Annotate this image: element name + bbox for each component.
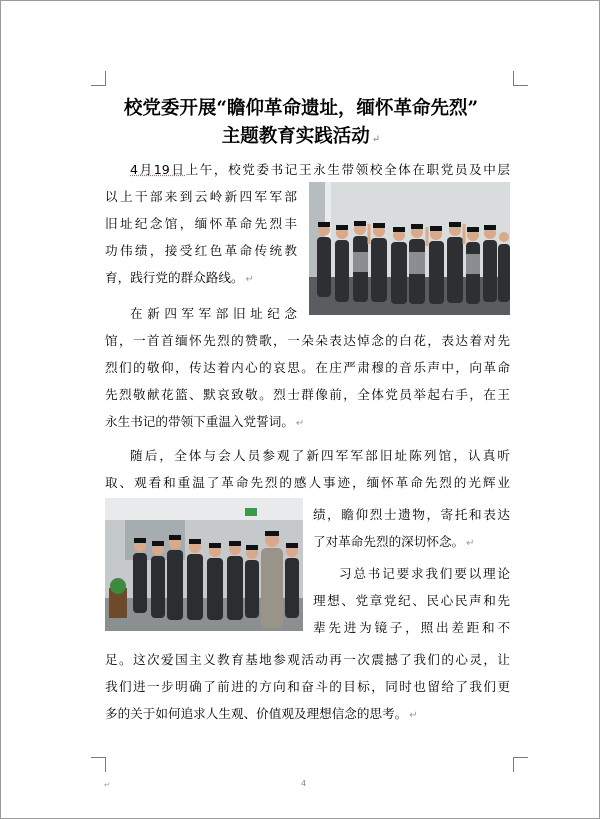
paragraph-4-line-5: 我们进一步明确了前进的方向和奋斗的目标，同时也留给了我们更 — [105, 679, 510, 694]
paragraph-mark: ↵ — [371, 134, 381, 145]
footer-paragraph-mark: ↵ — [104, 781, 110, 789]
paragraph-3-line-1: 随后，全体与会人员参观了新四军军部旧址陈列馆，认真听 — [130, 448, 510, 463]
paragraph-2-line-4: 先烈敬献花篮、默哀致敬。烈士群像前，全体党员举起右手，在王 — [105, 387, 510, 402]
paragraph-4-line-2: 理想、党章党纪、民心民声和先 — [313, 593, 510, 608]
photo-oath-ceremony — [309, 182, 510, 315]
photo-exhibition-hall-image — [105, 498, 303, 631]
document-title-line-2: 主题教育实践活动 ↵ — [221, 126, 381, 147]
paragraph-3-line-4: 了对革命先烈的深切怀念。 ↵ — [313, 534, 475, 549]
paragraph-1-line-5: 育，践行党的群众路线。 ↵ — [105, 270, 254, 285]
margin-corner-bottom-right — [513, 757, 528, 772]
paragraph-1-line-4: 功伟绩，接受红色革命传统教 — [105, 243, 297, 258]
paragraph-4-line-3: 辈先进为镜子，照出差距和不 — [313, 620, 510, 635]
paragraph-2-line-3: 烈们的敬仰，传达着内心的哀思。在庄严肃穆的音乐声中，向革命 — [105, 360, 510, 375]
margin-corner-top-right — [513, 71, 528, 86]
paragraph-4-line-1: 习总书记要求我们要以理论 — [339, 566, 510, 581]
page-number: 4 — [301, 779, 307, 788]
date-text: 4月19日 — [130, 162, 186, 177]
paragraph-2-line-5: 永生书记的带领下重温入党誓词。 ↵ — [105, 414, 305, 429]
photo-oath-ceremony-image — [309, 182, 510, 315]
paragraph-2-line-1: 在新四军军部旧址纪念 — [130, 306, 297, 321]
paragraph-4-line-6: 多的关于如何追求人生观、价值观及理想信念的思考。 ↵ — [105, 706, 418, 721]
paragraph-3-line-2: 取、观看和重温了革命先烈的感人事迹，缅怀革命先烈的光辉业 — [105, 475, 510, 490]
paragraph-1-line-1: 4月19日上午，校党委书记王永生带领校全体在职党员及中层 — [130, 162, 511, 177]
paragraph-3-line-3: 绩，瞻仰烈士遗物，寄托和表达 — [313, 507, 510, 522]
photo-exhibition-hall — [105, 498, 303, 631]
paragraph-4-line-4: 足。这次爱国主义教育基地参观活动再一次震撼了我们的心灵，让 — [105, 652, 510, 667]
margin-corner-top-left — [91, 71, 106, 86]
margin-corner-bottom-left — [91, 757, 106, 772]
paragraph-2-line-2: 馆，一首首缅怀先烈的赞歌，一朵朵表达悼念的白花，表达着对先 — [105, 333, 510, 348]
paragraph-1-line-2: 以上干部来到云岭新四军军部 — [105, 189, 297, 204]
paragraph-1-line-3: 旧址纪念馆，缅怀革命先烈丰 — [105, 216, 297, 231]
document-title-line-1: 校党委开展“瞻仰革命遗址，缅怀革命先烈” — [123, 98, 479, 119]
